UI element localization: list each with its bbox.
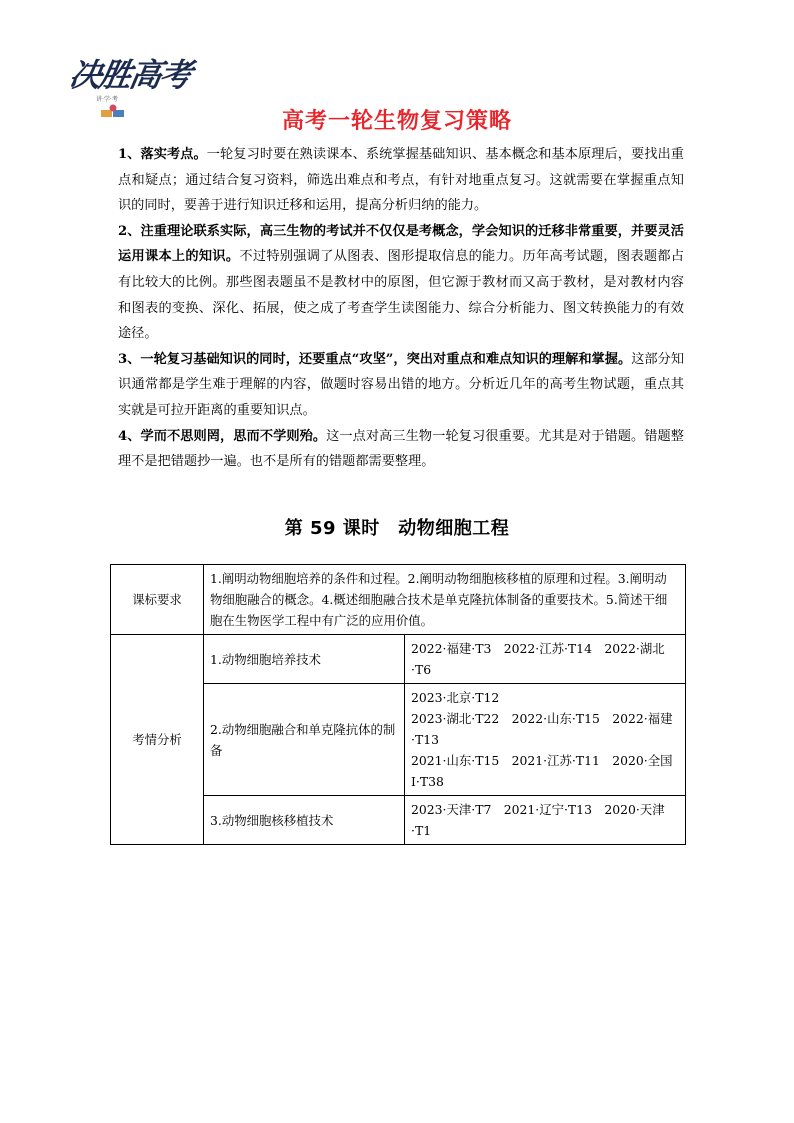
- exam-line: 2021·山东·T15 2021·江苏·T11 2020·全国Ⅰ·T38: [411, 753, 673, 789]
- strategy-section: [118, 142, 684, 475]
- logo-text: 决胜高考: [66, 56, 194, 94]
- requirements-text: 1.阐明动物细胞培养的条件和过程。2.阐明动物细胞核移植的原理和过程。3.阐明动物细胞融合的概念。4.概述细胞融合技术是单克隆抗体制备的重要技术。5.简述干细胞在生物医学工程中有广泛的应用价值。: [204, 565, 686, 635]
- strategy-paragraph-1: [118, 142, 684, 219]
- paragraph-lead: 4、学而不思则罔，思而不学则殆。: [118, 428, 327, 444]
- exam-line: 2023·湖北·T22 2022·山东·T15 2022·福建·T13: [411, 711, 673, 747]
- paragraph-lead: 1、落实考点。: [118, 147, 207, 162]
- lesson-title: 第 59 课时 动物细胞工程: [284, 518, 510, 539]
- topic-cell: 2.动物细胞融合和单克隆抗体的制备: [204, 684, 405, 796]
- exam-cell: [405, 684, 686, 796]
- exam-cell: [405, 796, 686, 845]
- analysis-header: 考情分析: [111, 635, 204, 845]
- paragraph-body: 这部分知识通常都是学生难于理解的内容，做题时容易出错的地方。分析近几年的高考生物试题，重点其实就是可拉开距离的重要知识点。: [118, 351, 685, 418]
- strategy-paragraph-2: [118, 219, 684, 347]
- paragraph-body: 不过特别强调了从图表、图形提取信息的能力。历年高考试题，图表题都占有比较大的比例。那些图表题虽不是教材中的原图，但它源于教材而又高于教材，是对教材内容和图表的变换、深化、拓展，使之成了考查学生读图能力、综合分析能力、图文转换能力的有效途径。: [118, 249, 685, 342]
- table-row: [111, 635, 686, 684]
- strategy-paragraph-3: [118, 347, 684, 424]
- paragraph-body: 这一点对高三生物一轮复习很重要。尤其是对于错题。错题整理不是把错题抄一遍。也不是所有的错题都需要整理。: [118, 428, 684, 470]
- strategy-paragraph-4: [118, 424, 684, 475]
- exam-line: 2023·北京·T12: [411, 690, 500, 705]
- paragraph-lead: 2、注重理论联系实际，高三生物的考试并不仅仅是考概念，学会知识的迁移非常重要，并要灵活运用课本上的知识。: [118, 223, 684, 265]
- logo-subtext: 讲·学·考: [96, 96, 118, 103]
- table-row: [111, 565, 686, 635]
- exam-line: 2023·天津·T7 2021·辽宁·T13 2020·天津·T1: [411, 802, 665, 838]
- exam-cell: [405, 635, 686, 684]
- paragraph-lead: 3、一轮复习基础知识的同时，还要重点“攻坚”，突出对重点和难点知识的理解和掌握。: [118, 351, 632, 367]
- topic-cell: 1.动物细胞培养技术: [204, 635, 405, 684]
- exam-line: 2022·福建·T3 2022·江苏·T14 2022·湖北·T6: [411, 641, 665, 677]
- paragraph-body: 一轮复习时要在熟读课本、系统掌握基础知识、基本概念和基本原理后，要找出重点和疑点；通过结合复习资料，筛选出难点和考点，有针对地重点复习。这就需要在掌握重点知识的同时，要善于进行知识迁移和运用，提高分析归纳的能力。: [118, 147, 684, 214]
- requirements-header: 课标要求: [111, 565, 204, 635]
- curriculum-table: [110, 564, 686, 845]
- page-title: 高考一轮生物复习策略: [281, 109, 512, 134]
- topic-cell: 3.动物细胞核移植技术: [204, 796, 405, 845]
